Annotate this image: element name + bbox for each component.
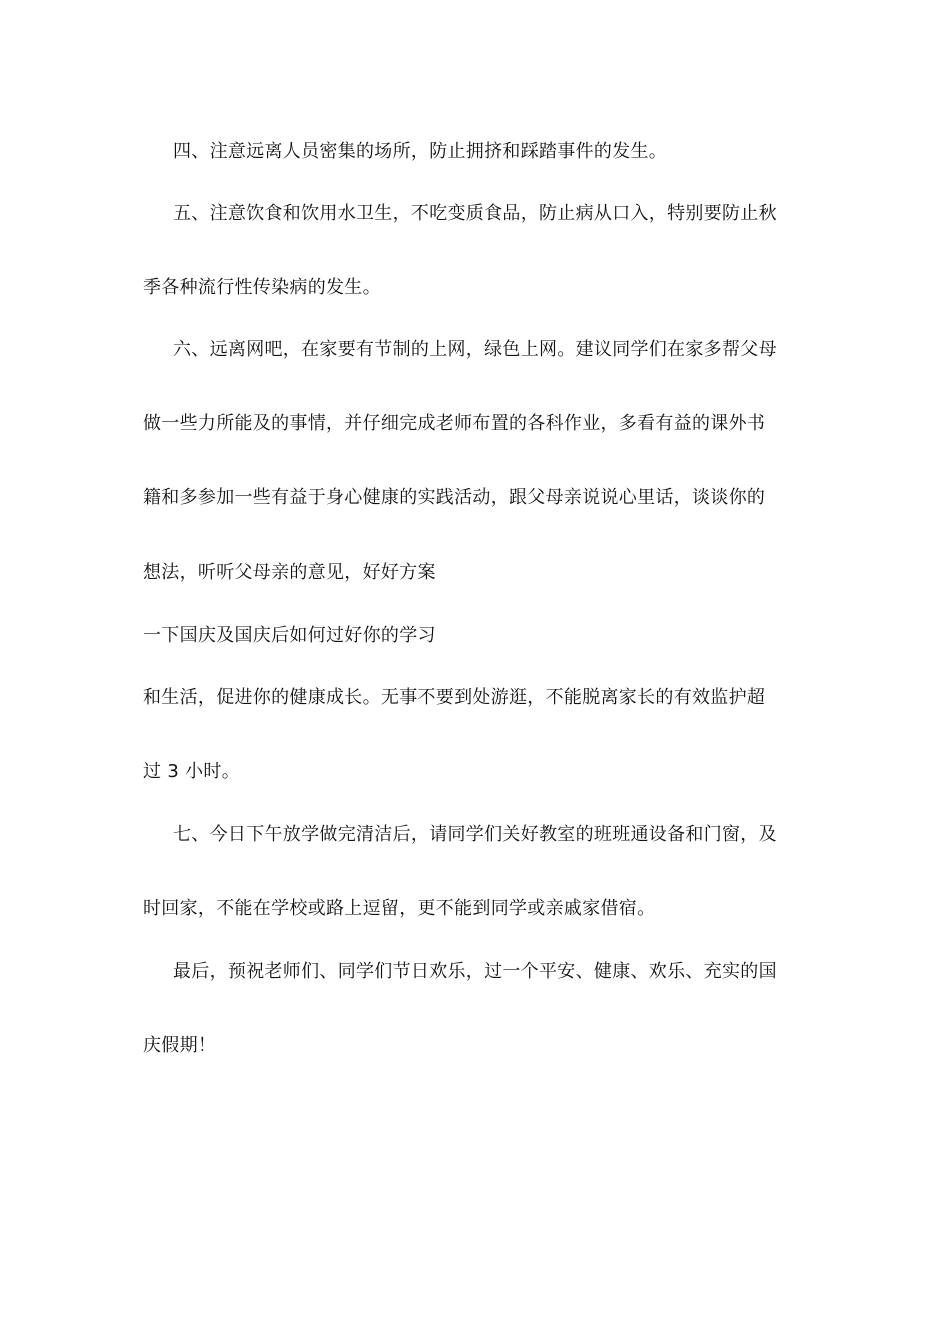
closing-line-2: 庆假期！ [143, 1035, 217, 1056]
item-six-line-1: 六、远离网吧，在家要有节制的上网，绿色上网。建议同学们在家多帮父母 [173, 339, 777, 360]
item-four-line-1: 四、注意远离人员密集的场所，防止拥挤和踩踏事件的发生。 [173, 141, 668, 162]
item-six-line-2: 做一些力所能及的事情，并仔细完成老师布置的各科作业，多看有益的课外书 [143, 413, 766, 434]
item-six-line-7: 过 3 小时。 [143, 761, 240, 782]
item-seven-line-1: 七、今日下午放学做完清洁后，请同学们关好教室的班班通设备和门窗，及 [173, 824, 777, 845]
closing-line-1: 最后，预祝老师们、同学们节日欢乐，过一个平安、健康、欢乐、充实的国 [173, 961, 777, 982]
item-seven-line-2: 时回家，不能在学校或路上逗留，更不能到同学或亲戚家借宿。 [143, 898, 656, 919]
item-five-line-2: 季各种流行性传染病的发生。 [143, 277, 381, 298]
item-six-line-6: 和生活，促进你的健康成长。无事不要到处游逛，不能脱离家长的有效监护超 [143, 687, 766, 708]
item-five-line-1: 五、注意饮食和饮用水卫生，不吃变质食品，防止病从口入，特别要防止秋 [173, 203, 777, 224]
item-six-line-4: 想法，听听父母亲的意见，好好方案 [143, 562, 436, 583]
item-six-line-3: 籍和多参加一些有益于身心健康的实践活动，跟父母亲说说心里话，谈谈你的 [143, 487, 766, 508]
item-six-line-5: 一下国庆及国庆后如何过好你的学习 [143, 625, 436, 646]
